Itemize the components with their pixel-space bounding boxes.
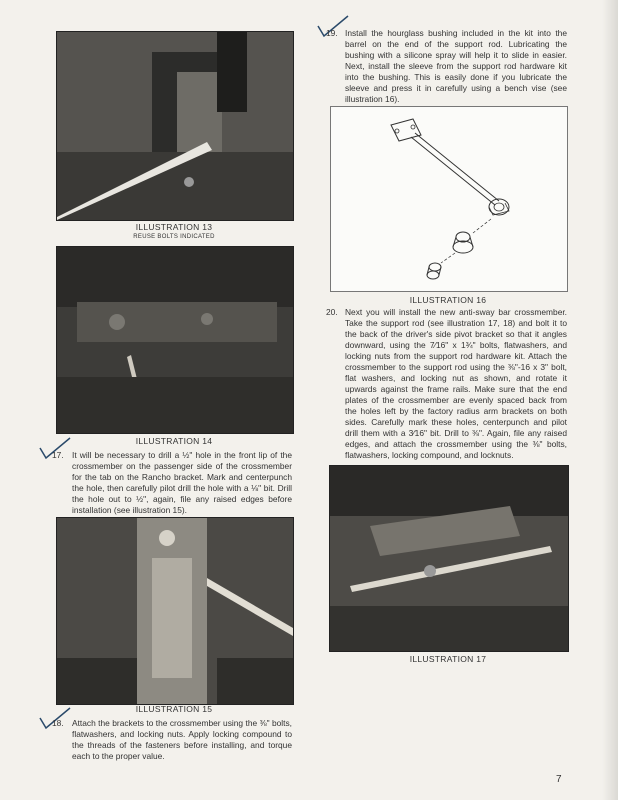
illustration-14-caption: ILLUSTRATION 14 [135, 436, 213, 446]
step-19-text: Install the hourglass bushing included in the kit into the barrel on the end of the support rod. Lubricating the bushing with a silicone spray will help it to slide in easier. Next, install the sleeve from the support rod hardware kit into the bushing. This is easily done if you lubricate the sleeve and press it in carefully using a bench vise (see illustration 16). [345, 28, 567, 104]
illustration-17-caption: ILLUSTRATION 17 [409, 654, 487, 664]
illustration-14-photo [56, 246, 294, 434]
step-18-text: Attach the brackets to the crossmember using the ⅜" bolts, flatwashers, and locking nuts. Apply locking compound to the threads of the fasteners before installing, and torque each to the proper value. [72, 718, 292, 761]
illustration-17-photo [329, 465, 569, 652]
illustration-13-subcaption: REUSE BOLTS INDICATED [133, 234, 215, 240]
illustration-15-photo [56, 517, 294, 705]
page-number: 7 [556, 774, 562, 785]
page-edge-shadow [602, 0, 618, 800]
illustration-15-caption: ILLUSTRATION 15 [135, 704, 213, 714]
step-20-number: 20. [326, 307, 338, 317]
illustration-16-drawing [330, 106, 568, 292]
step-20-text: Next you will install the new anti-sway bar crossmember. Take the support rod (see illustration 17, 18) and bolt it to the back of the driver's side pivot bracket so that it angles downward, using the 7⁄16" x 1¾" bolts, flatwashers, and locking nuts from the support rod hardware kit. Attach the crossmember to the support rod using the ⅜"-16 x 3" bolt, flat washers, and locking nut as shown, and rotate it upwards against the frame rails. Make sure that the end plates of the crossmember are evenly spaced back from the holes left by the factory radius arm brackets on both sides. Carefully mark these holes, centerpunch and pilot drill them with a 3⁄16" bit. Drill to ⅜". Again, file any raised edges, and attach the crossmember using the ⅜" bolts, flatwashers, locking compound, and locknuts. [345, 307, 567, 460]
step-19-number: 19. [326, 28, 338, 38]
illustration-13-photo [56, 31, 294, 221]
step-17-number: 17. [52, 450, 64, 460]
step-18-number: 18. [52, 718, 64, 728]
illustration-13-caption: ILLUSTRATION 13 [135, 222, 213, 232]
illustration-16-caption: ILLUSTRATION 16 [409, 295, 487, 305]
step-17-text: It will be necessary to drill a ½" hole in the front lip of the crossmember on the passenger side of the crossmember for the tab on the Rancho bracket. Mark and centerpunch the hole, then carefully pilot drill the hole with a ⅛" bit. Drill the hole out to ½", again, file any raised edges before installation (see illustration 15). [72, 450, 292, 515]
